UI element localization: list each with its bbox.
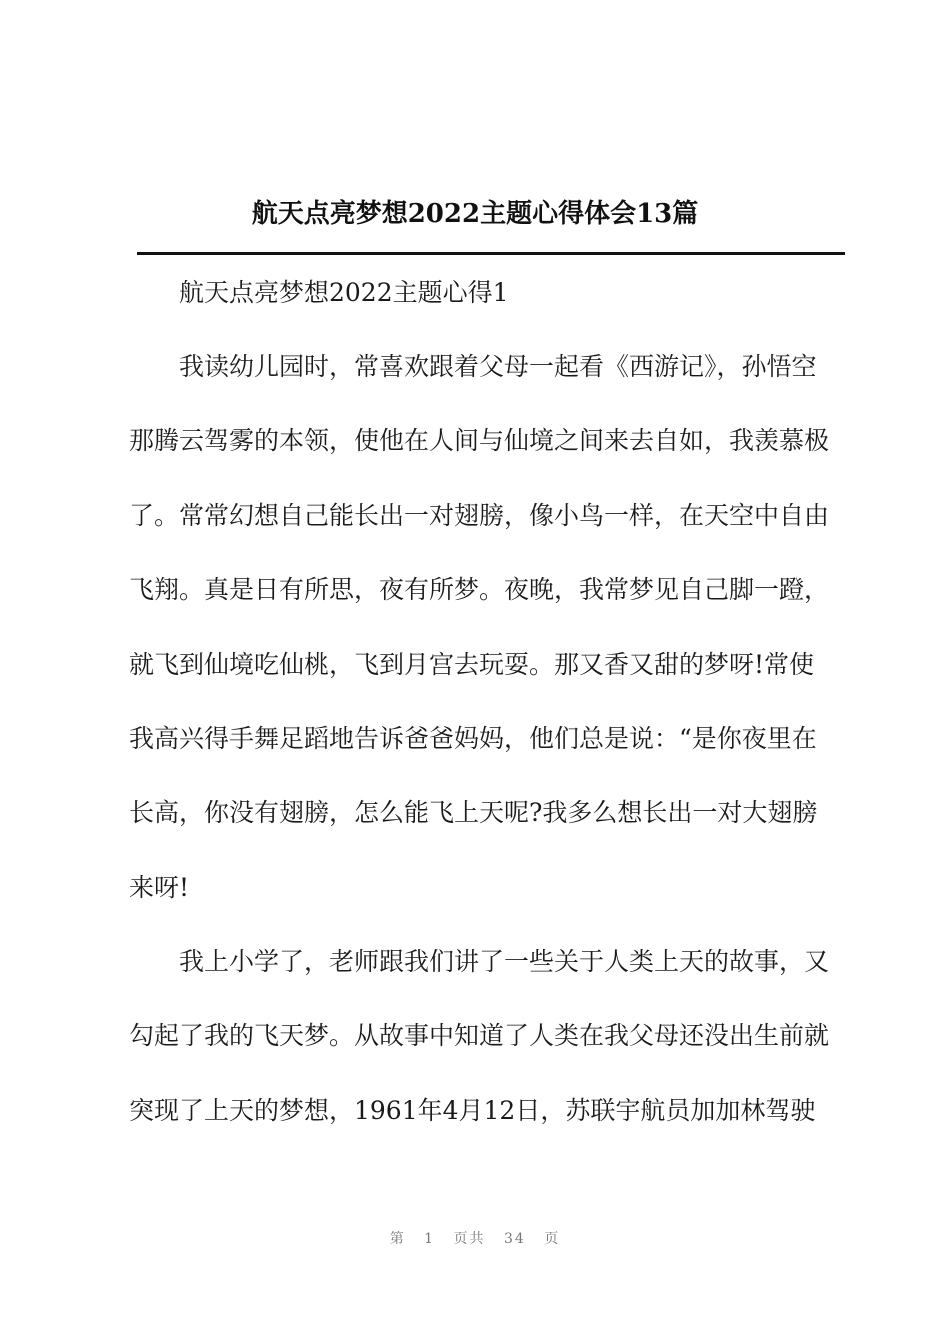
footer-total-pages: 34 <box>504 1231 526 1247</box>
page-footer <box>0 1229 950 1249</box>
text-line: 我上小学了，老师跟我们讲了一些关于人类上天的故事，又 <box>179 947 830 976</box>
footer-middle: 页共 <box>453 1231 486 1247</box>
document-title: 航天点亮梦想2022主题心得体会13篇 <box>251 199 699 229</box>
footer-page-number: 1 <box>424 1231 436 1247</box>
text-line: 我读幼儿园时，常喜欢跟着父母一起看《西游记》，孙悟空 <box>179 352 817 381</box>
text-line: 来呀! <box>129 873 190 902</box>
text-line: 突现了上天的梦想，1961年4月12日，苏联宇航员加加林驾驶 <box>129 1096 816 1125</box>
footer-prefix: 第 <box>389 1231 406 1247</box>
title-divider <box>137 252 845 255</box>
text-line: 勾起了我的飞天梦。从故事中知道了人类在我父母还没出生前就 <box>129 1021 830 1050</box>
text-line: 那腾云驾雾的本领，使他在人间与仙境之间来去自如，我羡慕极 <box>129 426 830 455</box>
text-line: 长高，你没有翅膀，怎么能飞上天呢?我多么想长出一对大翅膀 <box>129 798 818 827</box>
section-heading: 航天点亮梦想2022主题心得1 <box>179 278 509 307</box>
footer-suffix: 页 <box>544 1231 561 1247</box>
text-line: 飞翔。真是日有所思，夜有所梦。夜晚，我常梦见自己脚一蹬， <box>129 575 830 604</box>
text-line: 了。常常幻想自己能长出一对翅膀，像小鸟一样，在天空中自由 <box>129 501 830 530</box>
text-line: 我高兴得手舞足蹈地告诉爸爸妈妈，他们总是说：“是你夜里在 <box>129 724 817 753</box>
text-line: 就飞到仙境吃仙桃，飞到月宫去玩耍。那又香又甜的梦呀!常使 <box>129 650 815 679</box>
